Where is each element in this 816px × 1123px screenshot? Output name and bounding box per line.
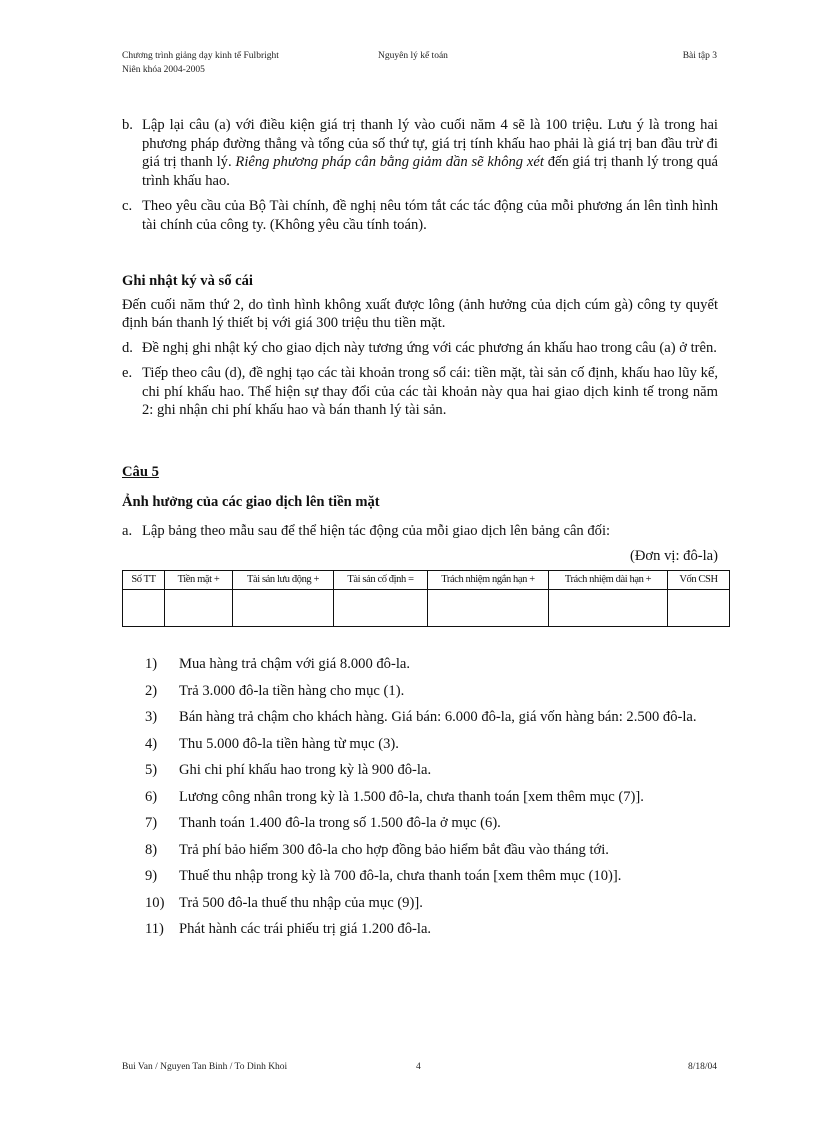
list-item [145,761,719,780]
list-label: c. [122,198,133,214]
list-text: Đề nghị ghi nhật ký cho giao dịch này tương ứng với các phương án khấu hao trong câu (a) ở trên. [142,339,717,356]
header-program: Chương trình giảng dạy kinh tế Fulbright [122,51,279,61]
item-b-italic-text: Riêng phương pháp cân bằng giảm dần sẽ không xét [235,154,544,170]
header-left [122,49,279,77]
unit-label: (Đơn vị: đô-la) [630,548,718,564]
table-header-cell: Trách nhiệm dài hạn + [549,570,668,590]
list-label: a. [122,522,133,539]
list-item-e [122,364,718,420]
list-text: Trả phí bảo hiểm 300 đô-la cho hợp đồng bảo hiểm bắt đầu vào tháng tới. [179,841,609,858]
list-text: Mua hàng trả chậm với giá 8.000 đô-la. [179,656,411,672]
list-number: 2) [145,682,158,699]
list-number: 9) [145,868,158,884]
list-item-d [122,339,718,358]
table-header-cell: Tài sản lưu động + [233,570,334,590]
table-cell [123,590,165,627]
list-item-b [122,116,718,190]
list-number: 11) [145,921,164,937]
footer-page-number: 4 [416,1062,421,1072]
balance-table [122,570,730,628]
journal-intro: Đến cuối năm thứ 2, do tình hình không xuất được lông (ảnh hưởng của dịch cúm gà) công ty quyết định bán thanh lý thiết bị với giá 300 triệu thu tiền mặt. [122,296,718,331]
list-number: 10) [145,894,165,911]
list-number: 6) [145,788,158,805]
transaction-list [145,655,719,939]
table-cell [428,590,549,627]
table-cell [165,590,233,627]
list-item [145,814,719,833]
table-cell [668,590,730,627]
list-text: Tiếp theo câu (d), đề nghị tạo các tài khoản trong sổ cái: tiền mặt, tài sản cố định, khấu hao lũy kế, chi phí khấu hao. Thể hiện sự thay đổi của các tài khoản này qua hai giao dịch kinh tế trong năm 2: ghi nhận chi phí khấu hao và bán thanh lý tài sản. [142,365,718,418]
list-item [145,894,719,913]
list-item [145,867,719,886]
table-header-cell: Tài sản cố định = [334,570,428,590]
list-item [145,735,719,754]
list-item [145,788,719,807]
header-assignment: Bài tập 3 [682,51,717,61]
list-item-a [122,522,718,541]
table-header-cell: Vốn CSH [668,570,730,590]
list-text: Thuế thu nhập trong kỳ là 700 đô-la, chưa thanh toán [xem thêm mục (10)]. [179,868,622,884]
table-header-row [123,570,730,590]
table-row [123,590,730,627]
list-label: e. [122,365,133,381]
list-text: Lương công nhân trong kỳ là 1.500 đô-la, chưa thanh toán [xem thêm mục (7)]. [179,788,644,805]
table-cell [233,590,334,627]
table-header-cell: Trách nhiệm ngắn hạn + [428,570,549,590]
table-header-cell: Tiền mặt + [165,570,233,590]
section-heading-journal: Ghi nhật ký và sổ cái [122,273,253,289]
list-text: Bán hàng trả chậm cho khách hàng. Giá bán: 6.000 đô-la, giá vốn hàng bán: 2.500 đô-la. [179,709,697,725]
list-text: Thanh toán 1.400 đô-la trong số 1.500 đô-la ở mục (6). [179,815,501,831]
footer-date: 8/18/04 [687,1062,717,1072]
list-number: 5) [145,762,158,778]
list-label: b. [122,117,133,133]
list-number: 1) [145,656,158,672]
list-item [145,655,719,674]
table-header-cell: Số TT [123,570,165,590]
question-title [122,463,718,482]
list-number: 8) [145,841,158,858]
item-b-main-text: Lập lại câu (a) với điều kiện giá trị thanh lý vào cuối năm 4 sẽ là 100 triệu. Lưu ý là trong hai phương pháp đường thẳng và tổng của số thứ tự, giá trị tính khấu hao phải là giá trị ban đầu trừ đi giá trị thanh lý. [142,117,718,170]
list-text: Phát hành các trái phiếu trị giá 1.200 đô-la. [179,921,432,937]
list-text: Trả 500 đô-la thuế thu nhập của mục (9)]. [179,894,423,911]
item-b-tail-text: đến giá trị thanh lý trong quá trình khấu hao. [142,154,718,189]
list-text: Ghi chi phí khấu hao trong kỳ là 900 đô-la. [179,762,432,778]
list-text: Trả 3.000 đô-la tiền hàng cho mục (1). [179,682,405,699]
list-label: d. [122,339,133,356]
list-number: 3) [145,709,158,725]
list-text [142,116,718,190]
header-course: Nguyên lý kế toán [378,51,448,61]
list-item [145,920,719,939]
footer-authors: Bui Van / Nguyen Tan Binh / To Dinh Khoi [122,1062,288,1072]
document-body [122,116,718,947]
question-subheading: Ảnh hưởng của các giao dịch lên tiền mặt [122,494,380,510]
list-item [145,708,719,727]
list-text: Thu 5.000 đô-la tiền hàng từ mục (3). [179,735,399,752]
list-text: Lập bảng theo mẫu sau để thể hiện tác động của mỗi giao dịch lên bảng cân đối: [142,522,611,539]
list-number: 4) [145,735,158,752]
list-number: 7) [145,815,158,831]
question-title-text: Câu 5 [122,463,159,480]
list-text: Theo yêu cầu của Bộ Tài chính, đề nghị nêu tóm tắt các tác động của mỗi phương án lên tình hình tài chính của công ty. (Không yêu cầu tính toán). [142,198,718,233]
table-cell [334,590,428,627]
table-cell [549,590,668,627]
header-year: Niên khóa 2004-2005 [122,65,205,75]
list-item-c [122,197,718,234]
list-item [145,841,719,860]
list-item [145,682,719,701]
